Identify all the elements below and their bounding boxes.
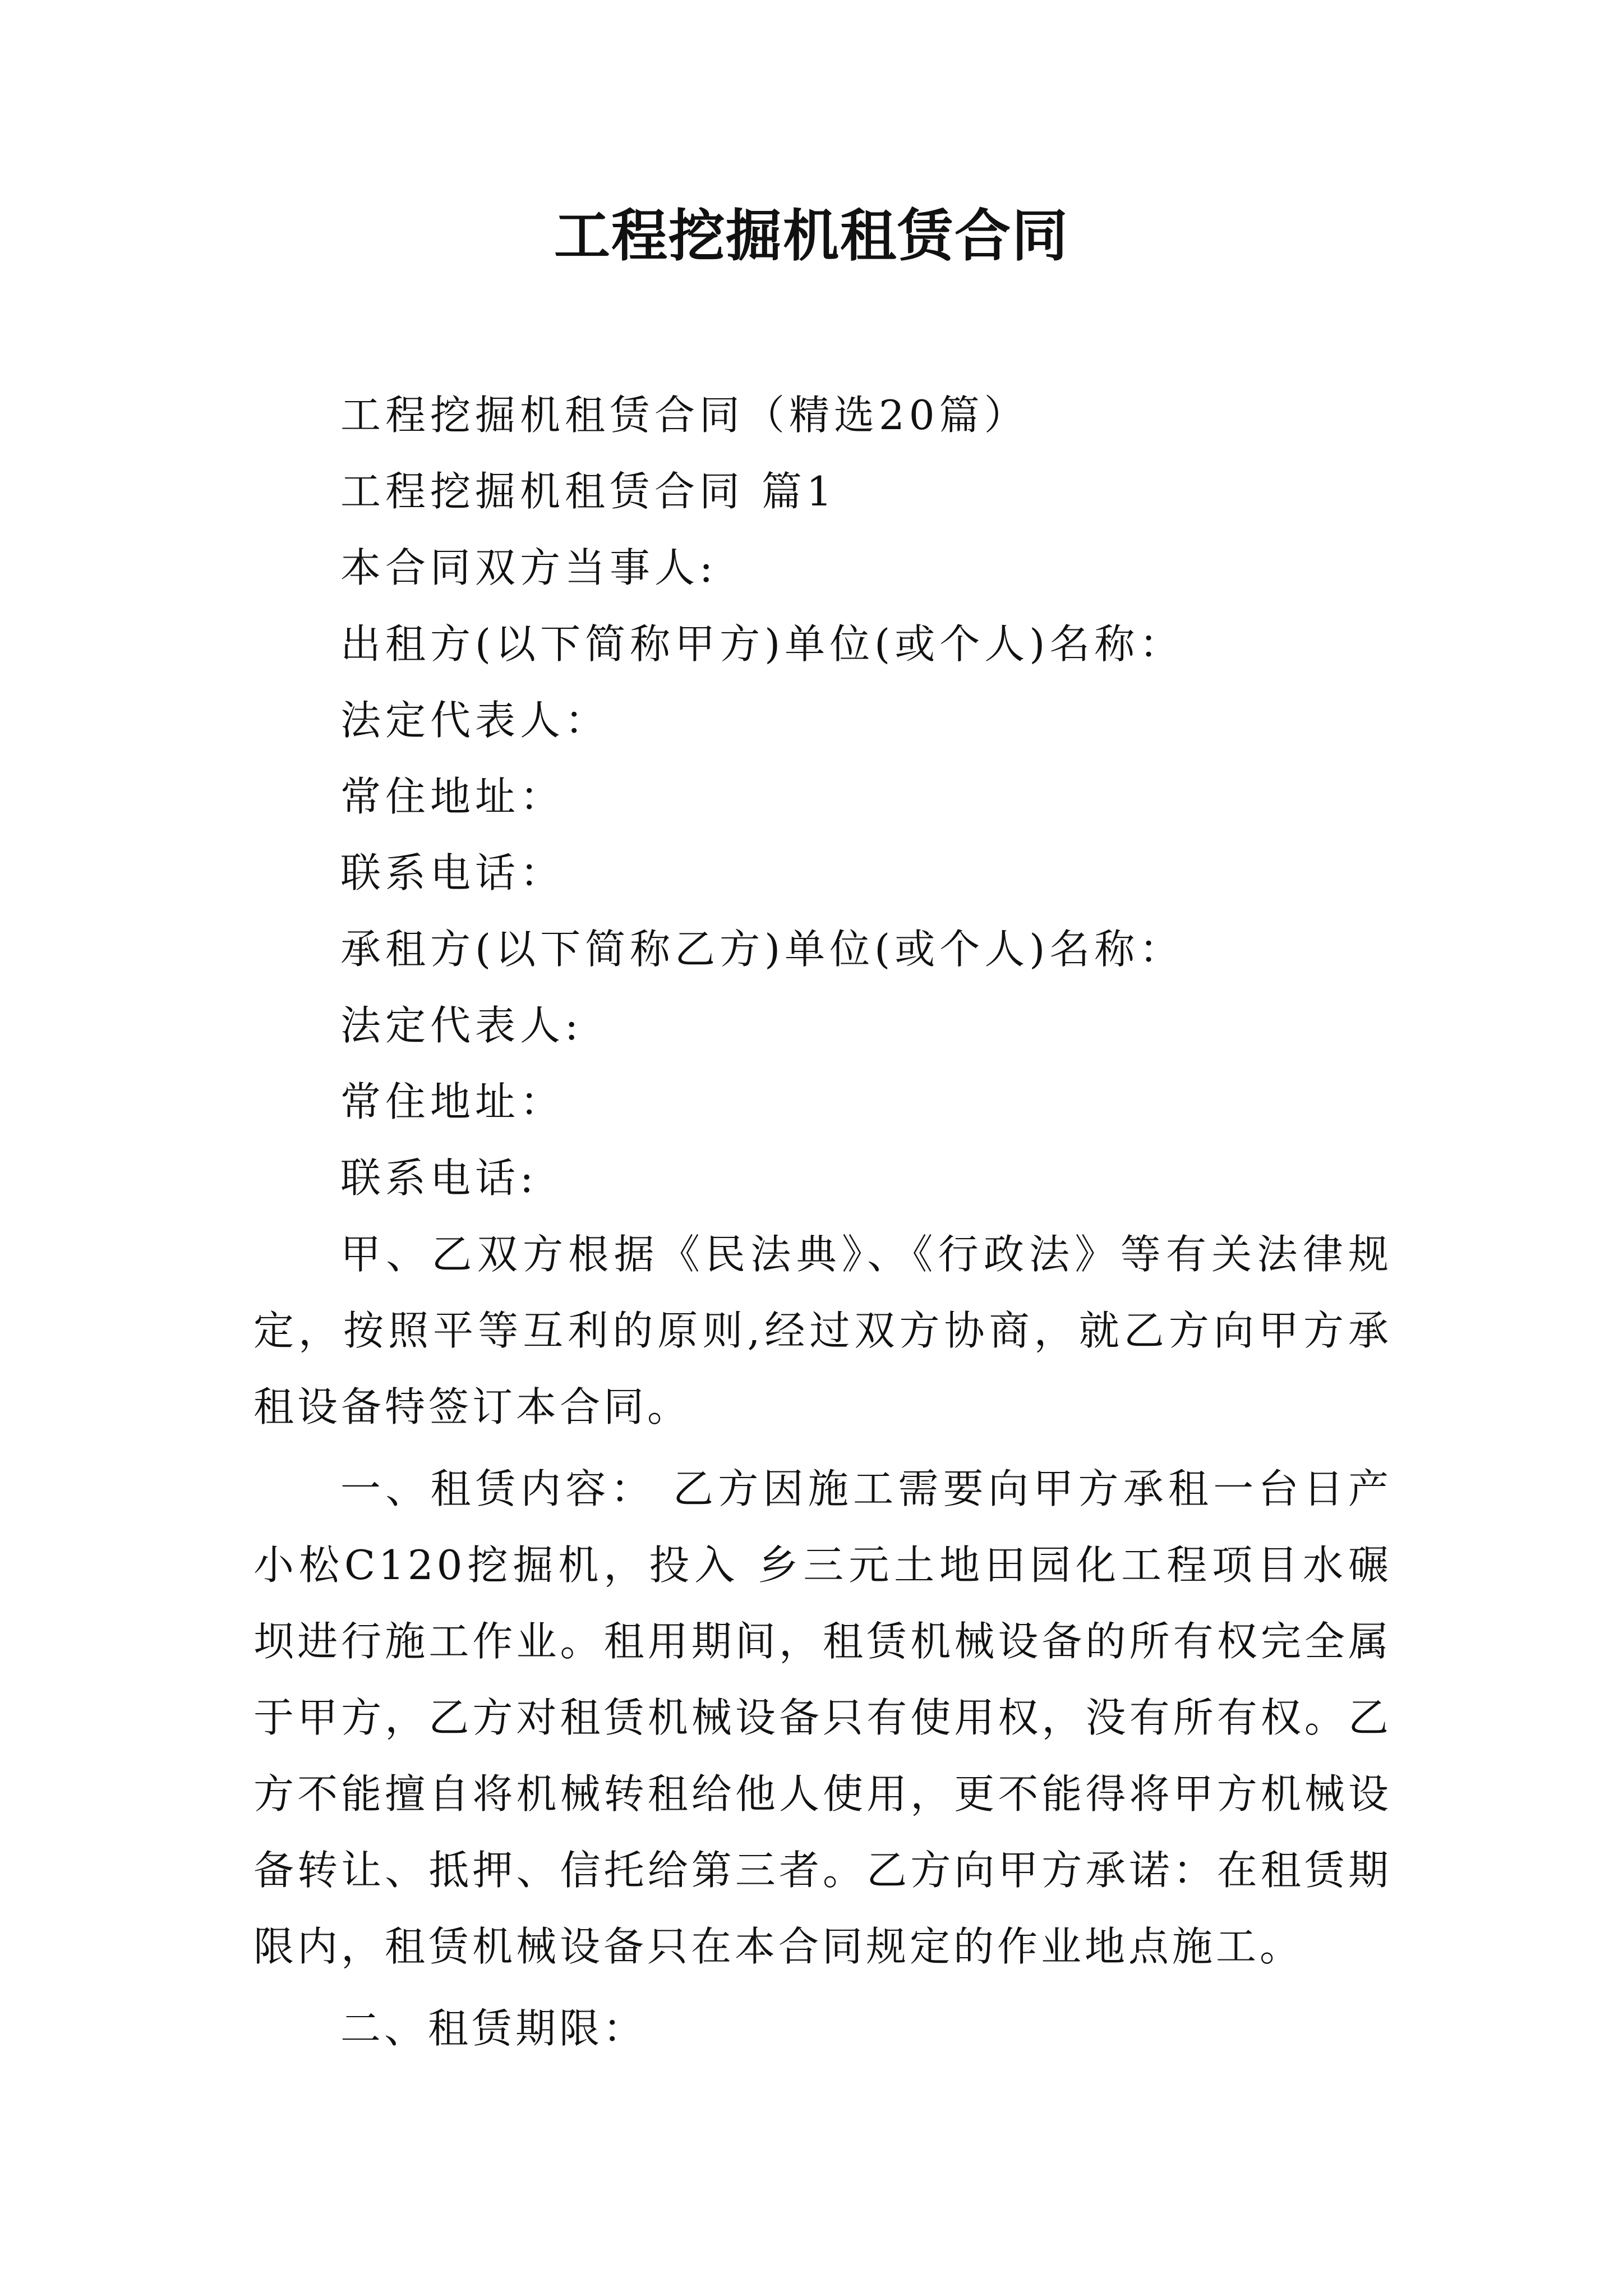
- lessee-representative-field: 法定代表人:: [340, 1002, 583, 1049]
- lessor-representative-field: 法定代表人：: [340, 697, 610, 744]
- lessee-name-field: 承租方(以下简称乙方)单位(或个人)名称：: [340, 926, 1184, 973]
- subtitle-line: 工程挖掘机租赁合同（精选20篇）: [340, 392, 1029, 439]
- lessor-address-field: 常住地址：: [340, 773, 565, 820]
- lessor-phone-field: 联系电话：: [340, 849, 565, 896]
- lessee-address-field: 常住地址：: [340, 1078, 565, 1125]
- lessee-phone-field: 联系电话:: [340, 1154, 538, 1202]
- document-body: [253, 377, 1392, 2067]
- parties-intro: 本合同双方当事人:: [340, 544, 718, 591]
- preamble-paragraph: 甲、乙双方根据《民法典》、《行政法》等有关法律规定，按照平等互利的原则,经过双方协商，就乙方向甲方承租设备特签订本合同。: [253, 1231, 1392, 1430]
- lease-content-paragraph: 一、租赁内容： 乙方因施工需要向甲方承租一台日产小松C120挖掘机，投入 乡三元土地田园化工程项目水碾坝进行施工作业。租用期间，租赁机械设备的所有权完全属于甲方，乙方对租赁机械设备只有使用权，没有所有权。乙方不能擅自将机械转租给他人使用，更不能得将甲方机械设备转让、抵押、信托给第三者。乙方向甲方承诺：在租赁期限内，租赁机械设备只在本合同规定的作业地点施工。: [253, 1465, 1392, 1970]
- section-heading: 工程挖掘机租赁合同 篇1: [340, 468, 837, 515]
- lessor-name-field: 出租方(以下简称甲方)单位(或个人)名称：: [340, 620, 1184, 668]
- lease-term-heading: 二、租赁期限：: [340, 2005, 647, 2052]
- document-title: 工程挖掘机租赁合同: [554, 203, 1069, 269]
